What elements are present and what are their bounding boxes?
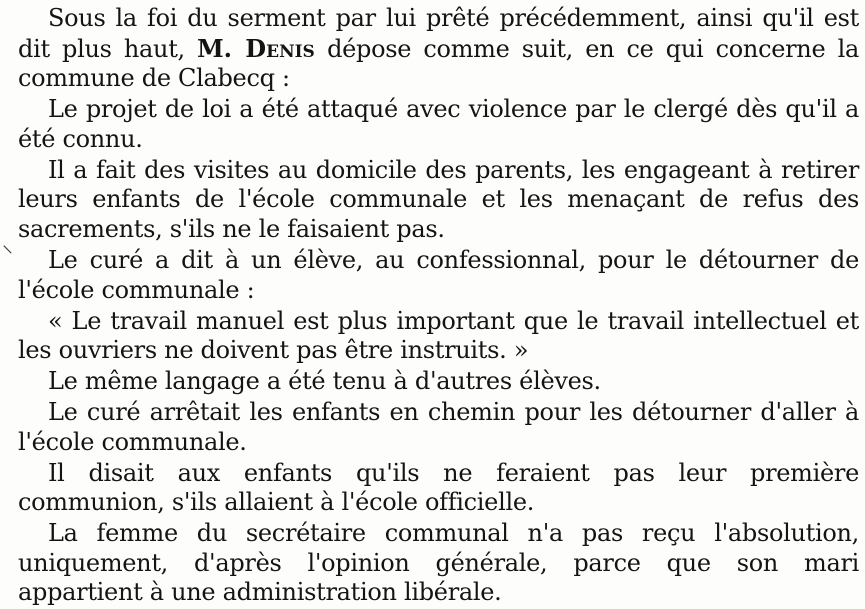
margin-mark-icon: ⸌ [2,242,13,267]
paragraph-4: Le curé a dit à un élève, au confessionnal, pour le détourner de l'école communale : [18,245,859,304]
paragraph-6: Le même langage a été tenu à d'autres élèves. [48,367,601,396]
paragraph-3: Il a fait des visites au domicile des parents, les engageant à retirer leurs enfants de l'école communale et les menaçant de refus des sacrements, s'ils ne le faisaient pas. [18,155,859,243]
paragraph-7: Le curé arrêtait les enfants en chemin pour les détourner d'aller à l'école communale. [18,398,859,456]
witness-name: M. Denis [197,33,315,63]
paragraph-5-quote: « Le travail manuel est plus important que le travail intellectuel et les ouvriers ne doivent pas être instruits. » [18,306,859,365]
paragraph-intro [18,4,859,94]
paragraph-8: Il disait aux enfants qu'ils ne feraient pas leur première communion, s'ils allaient à l'école officielle. [18,458,859,517]
intro-text-after: dépose comme suit, en ce qui concerne la commune de Clabecq : [18,34,859,93]
paragraph-9: La femme du secrétaire communal n'a pas reçu l'absolution, uniquement, d'après l'opinion générale, parce que son mari appartient à une administration libérale. [18,519,859,607]
paragraph-2: Le projet de loi a été attaqué avec violence par le clergé dès qu'il a été connu. [18,95,859,153]
intro-text-before: Sous la foi du serment par lui prêté précédemment, ainsi qu'il est dit plus haut, [18,4,859,63]
